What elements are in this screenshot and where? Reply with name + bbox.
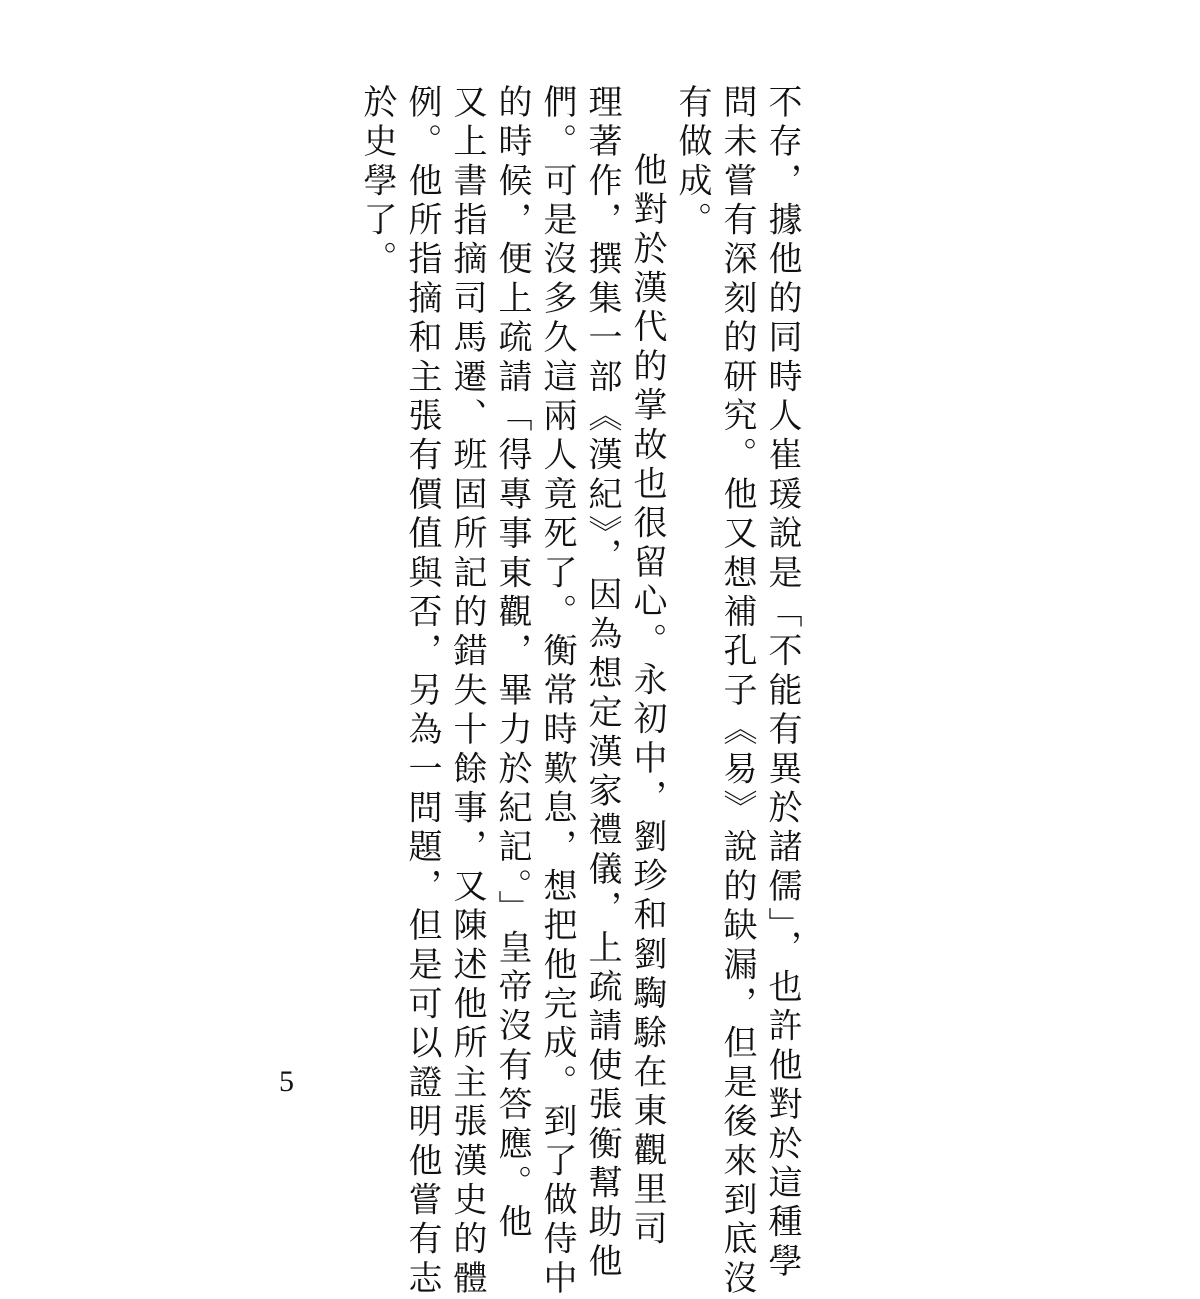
text-line-9: 例。他所指摘和主張有價值與否，另為一問題，但是可以證明他嘗有志 [402,84,442,1299]
text-line-1: 不存，據他的同時人崔瑗說是「不能有異於諸儒」，也許他對於這種學 [762,84,802,1283]
text-line-2: 問未嘗有深刻的研究。他又想補孔子《易》說的缺漏，但是後來到底沒 [717,84,757,1299]
text-line-4: 他對於漢代的掌故也很留心。永初中，劉珍和劉騊駼在東觀里司 [627,152,667,1250]
page-number: 5 [279,1065,294,1098]
text-line-6: 們。可是沒多久這兩人竟死了。衡常時歎息，想把他完成。到了做侍中 [537,84,577,1299]
text-line-5: 理著作，撰集一部《漢紀》，因為想定漢家禮儀，上疏請使張衡幫助他 [582,84,622,1283]
text-line-7: 的時候，便上疏請「得專事東觀，畢力於紀記。」皇帝沒有答應。他 [492,84,532,1243]
text-line-3: 有做成。 [672,84,712,241]
text-line-8: 又上書指摘司馬遷、班固所記的錯失十餘事，又陳述他所主張漢史的體 [447,84,487,1299]
text-line-10: 於史學了。 [357,84,397,280]
